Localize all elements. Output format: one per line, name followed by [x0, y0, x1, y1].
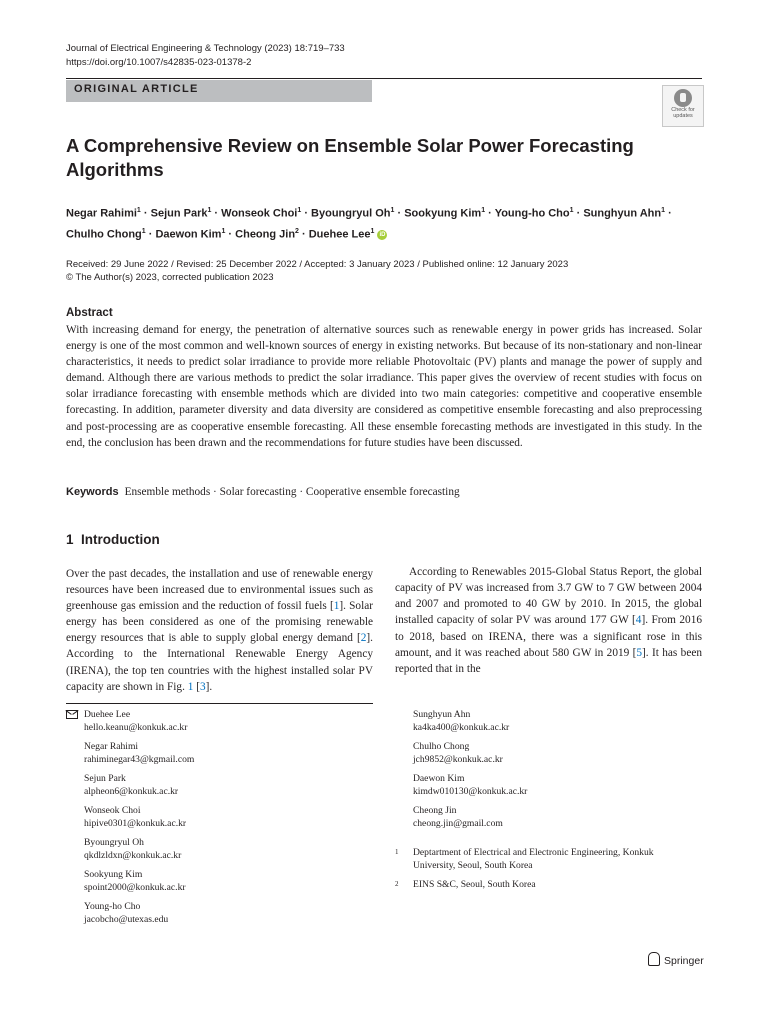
- article-type-banner: [66, 80, 372, 102]
- text-run: ].: [205, 680, 213, 693]
- journal-header: [66, 42, 345, 70]
- contact-name: Young-ho Cho: [84, 901, 141, 912]
- intro-column-right: [395, 532, 702, 677]
- contact-name: Sunghyun Ahn: [413, 709, 471, 720]
- author-affiliation-mark: 1: [136, 207, 141, 214]
- affiliation-number: 2: [395, 880, 399, 888]
- citation-link[interactable]: 1: [333, 600, 340, 613]
- author-list: Negar Rahimi$^1$ · Sejun Park$^1$ · Wonseok Choi$^1$ · Byoungryul $Oh^1$ · Sookyung Kim$^1$ · Young-ho Cho$^1$ · Sunghyun Ahn$^1$ · Chulho Chong$^1$ · Daewon Kim$^1$ · Cheong Jin$^2$ · Duehee Lee$^1$ iD: [66, 207, 672, 241]
- author-affiliation-mark: 1: [390, 207, 395, 214]
- intro-column-left: [66, 566, 373, 695]
- contacts-right: [413, 708, 527, 836]
- intro-paragraph-1: [66, 566, 373, 695]
- footnote-divider: [66, 703, 373, 704]
- check-for-updates-badge[interactable]: [662, 85, 704, 127]
- text-run: ]. From 2016 to 2018, based on IRENA, there was a significant rose in this amount, and it was reached about 580 GW in 2019 [: [395, 614, 702, 659]
- author-affiliation-mark: 1: [481, 207, 486, 214]
- header-rule: [66, 78, 702, 79]
- doi-link[interactable]: https://doi.org/10.1007/s42835-023-01378-2: [66, 57, 252, 68]
- abstract-text: With increasing demand for energy, the penetration of alternative sources such as renewable energy in power grids has increased. Solar energy is one of the most common and well-known sources of energy in existing networks. But because of its non-stationary and non-linear characteristics, it needs to predict solar irradiance to provide more reliable Photovoltaic (PV) plants and manage the power of supply and demand. Although there are various methods to predict the solar irradiance. This paper gives the overview of recent studies with focus on solar irradiance forecasting with ensemble methods which are divided into two main categories: competitive and cooperative ensemble forecasting. In addition, parameter diversity and data diversity are considered as competitive ensemble forecasting and also preprocessing and post-processing are as cooperative ensemble forecasting. All these ensemble forecasting methods are investigated in this study. In the end, the conclusion has been drawn and the recommendations for future studies have been discussed.: [66, 324, 702, 449]
- keywords-text: Ensemble methods · Solar forecasting · Cooperative ensemble forecasting: [124, 486, 460, 498]
- contact-email[interactable]: alpheon6@konkuk.ac.kr: [84, 786, 179, 797]
- check-updates-line2: updates: [673, 113, 693, 119]
- affiliation: [395, 846, 693, 872]
- text-run: ]. Solar energy has been considered as one of the promising renewable energy resources that is able to supply global energy demand [: [66, 600, 373, 645]
- contact-name: Cheong Jin: [413, 805, 457, 816]
- contact-name: Wonseok Choi: [84, 805, 141, 816]
- author: Chulho Chong: [66, 228, 142, 241]
- author-affiliation-mark: 1: [297, 207, 302, 214]
- author-affiliation-mark: 2: [295, 227, 299, 235]
- contact-email[interactable]: jacobcho@utexas.edu: [84, 914, 169, 925]
- contact-email[interactable]: jch9852@konkuk.ac.kr: [413, 754, 503, 765]
- text-run: [: [193, 680, 200, 693]
- contact-email[interactable]: kimdw010130@konkuk.ac.kr: [413, 786, 528, 797]
- citation-link[interactable]: 3: [199, 680, 206, 693]
- publisher-logo: [648, 952, 704, 967]
- contact-email[interactable]: rahiminegar43@kgmail.com: [84, 754, 195, 765]
- journal-citation: Journal of Electrical Engineering & Technology (2023) 18:719–733: [66, 43, 345, 54]
- author: Sunghyun Ahn: [583, 207, 662, 220]
- article-title: A Comprehensive Review on Ensemble Solar Power Forecasting Algorithms: [66, 135, 634, 180]
- text-run: According to Renewables 2015-Global Status Report, the global capacity of PV was increased from 3.7 GW to 7 GW between 2004 and 2007 and promoted to 40 GW by 2010. In 2015, the global installed capacity of solar PV was around 177 GW [: [395, 566, 702, 627]
- orcid-icon[interactable]: iD: [379, 232, 386, 239]
- affiliation-number: 1: [395, 848, 399, 856]
- author: Byoungryul Oh: [311, 207, 391, 220]
- contact-name: Daewon Kim: [413, 773, 465, 784]
- citation-link[interactable]: 4: [635, 614, 642, 627]
- text-run: ]. It has been reported that in the: [395, 646, 702, 675]
- author: Sejun Park: [150, 207, 208, 220]
- author: Wonseok Choi: [221, 207, 298, 220]
- author-affiliation-mark: 1: [370, 227, 375, 235]
- contacts-left: [84, 708, 194, 932]
- author: Cheong Jin: [235, 228, 296, 241]
- contact-email[interactable]: qkdlzldxn@konkuk.ac.kr: [84, 850, 182, 861]
- author: Daewon Kim: [155, 228, 222, 241]
- citation-link[interactable]: 2: [360, 632, 367, 645]
- author-affiliation-mark: 1: [221, 227, 226, 235]
- contact-name: Chulho Chong: [413, 741, 470, 752]
- keywords-label: Keywords: [66, 486, 119, 498]
- citation-link[interactable]: 5: [636, 646, 643, 659]
- section-heading: [66, 532, 160, 547]
- author-affiliation-mark: 1: [141, 227, 146, 235]
- keywords: [66, 486, 702, 498]
- envelope-icon: [66, 710, 78, 719]
- author-affiliation-mark: 1: [569, 207, 574, 214]
- contact-name: Sookyung Kim: [84, 869, 143, 880]
- dates-line: Received: 29 June 2022 / Revised: 25 December 2022 / Accepted: 3 January 2023 / Published online: 12 January 2023: [66, 259, 569, 270]
- publisher-name: Springer: [664, 955, 704, 967]
- contact-email[interactable]: ka4ka400@konkuk.ac.kr: [413, 722, 510, 733]
- copyright-line: © The Author(s) 2023, corrected publication 2023: [66, 272, 274, 283]
- contact-name: Negar Rahimi: [84, 741, 139, 752]
- intro-paragraph-2: [395, 564, 702, 677]
- text-run: Over the past decades, the installation and use of renewable energy resources have been increased due to environmental issues such as greenhouse gas emission and the reduction of fossil fuels [: [66, 568, 373, 613]
- contact-name: Byoungryul Oh: [84, 837, 144, 848]
- contact-name: Sejun Park: [84, 773, 126, 784]
- contact-email[interactable]: spoint2000@konkuk.ac.kr: [84, 882, 186, 893]
- author: Young-ho Cho: [494, 207, 570, 220]
- author: Negar Rahimi: [66, 207, 137, 220]
- section-title: Introduction: [81, 532, 160, 547]
- article-type-label: ORIGINAL ARTICLE: [74, 83, 199, 95]
- affiliation: [395, 878, 693, 891]
- contact-name: Duehee Lee: [84, 709, 131, 720]
- author: Sookyung Kim: [404, 207, 482, 220]
- affiliation-text: Deptartment of Electrical and Electronic Engineering, Konkuk University, Seoul, South Korea: [413, 847, 654, 871]
- contact-email[interactable]: cheong.jin@gmail.com: [413, 818, 503, 829]
- check-updates-line1: Check for: [671, 107, 695, 113]
- author-affiliation-mark: 1: [207, 207, 212, 214]
- author: Duehee Lee: [308, 228, 371, 241]
- publication-dates: [66, 258, 706, 284]
- abstract-heading: Abstract: [66, 307, 113, 319]
- contact-email[interactable]: hello.keanu@konkuk.ac.kr: [84, 722, 188, 733]
- springer-horse-icon: [648, 952, 660, 966]
- section-number: 1: [66, 532, 74, 547]
- figure-link[interactable]: 1: [187, 680, 194, 693]
- contact-email[interactable]: hipive0301@konkuk.ac.kr: [84, 818, 187, 829]
- bookmark-icon: [674, 89, 692, 107]
- affiliation-text: EINS S&C, Seoul, South Korea: [413, 879, 536, 890]
- text-run: ]. According to the International Renewable Energy Agency (IRENA), the top ten countries with the highest installed solar PV capacity are shown in Fig.: [66, 632, 373, 693]
- author-affiliation-mark: 1: [661, 207, 666, 214]
